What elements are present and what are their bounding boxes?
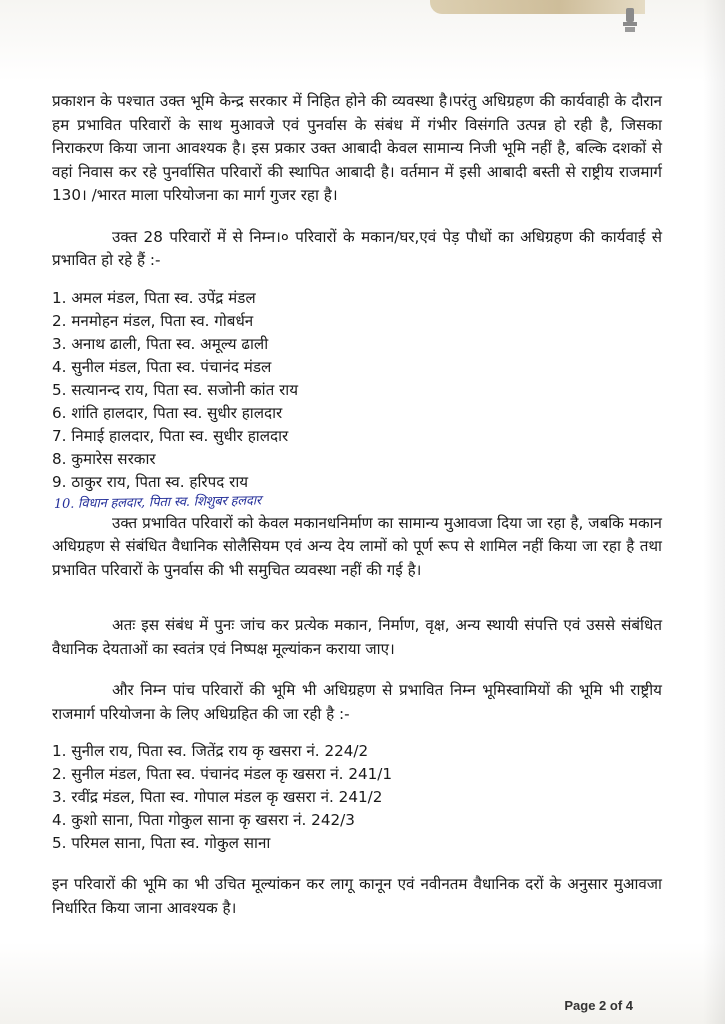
list-item: 5. सत्यानन्द राय, पिता स्व. सजोनी कांत राय xyxy=(52,380,299,399)
page-number: Page 2 of 4 xyxy=(564,998,633,1013)
paragraph-conclusion: इन परिवारों की भूमि का भी उचित मूल्यांकन कर लागू कानून एवं नवीनतम वैधानिक दरों के अनुसार मुआवजा निर्धारित किया जाना आवश्यक है। xyxy=(52,875,662,917)
list-item: 1. अमल मंडल, पिता स्व. उपेंद्र मंडल xyxy=(52,288,256,307)
list-item: 5. परिमल साना, पिता स्व. गोकुल साना xyxy=(52,834,271,852)
handwritten-list-entry: 10. विधान हलदार, पिता स्व. शिशुबर हलदार xyxy=(53,492,262,512)
list-item: 9. ठाकुर राय, पिता स्व. हरिपद राय xyxy=(52,472,249,491)
list-item: 2. मनमोहन मंडल, पिता स्व. गोबर्धन xyxy=(52,311,254,330)
paragraph-intro: प्रकाशन के पश्चात उक्त भूमि केन्द्र सरकार में निहित होने की व्यवस्था है।परंतु अधिग्रहण की कार्यवाही के दौरान हम प्रभावित परिवारों के साथ मुआवजे एवं पुनर्वास के संबंध में गंभीर विसंगति उत्पन्न हो रही है, जिसका निराकरण किया जाना आवश्यक है। इस प्रकार उक्त आबादी केवल सामान्य निजी भूमि नहीं है, बल्कि दशकों से वहां निवास कर रहे पुनर्वासित परिवारों की स्थापित आबादी है। वर्तमान में इसी आबादी बस्ती से राष्ट्रीय राजमार्ग 130। /भारत माला परियोजना का मार्ग गुजर रहा है। xyxy=(52,92,662,204)
page-edge-shadow xyxy=(703,0,725,1024)
list-item: 4. कुशो साना, पिता गोकुल साना कृ खसरा नं. 242/3 xyxy=(52,811,355,829)
list-item: 8. कुमारेस सरकार xyxy=(52,449,156,468)
document-body xyxy=(52,90,662,920)
list-item: 2. सुनील मंडल, पिता स्व. पंचानंद मंडल कृ खसरा नं. 241/1 xyxy=(52,765,393,783)
list-item: 3. रवींद्र मंडल, पिता स्व. गोपाल मंडल कृ खसरा नं. 241/2 xyxy=(52,788,383,806)
torn-top-strip xyxy=(430,0,645,14)
paragraph-request: अतः इस संबंध में पुनः जांच कर प्रत्येक मकान, निर्माण, वृक्ष, अन्य स्थायी संपत्ति एवं उससे संबंधित वैधानिक देयताओं का स्वतंत्र एवं निष्पक्ष मूल्यांकन कराया जाए। xyxy=(52,616,662,658)
landowners-list xyxy=(52,740,662,855)
emblem-icon xyxy=(620,6,640,34)
list-item: 4. सुनील मंडल, पिता स्व. पंचानंद मंडल xyxy=(52,357,272,376)
list-item: 6. शांति हालदार, पिता स्व. सुधीर हालदार xyxy=(52,403,283,422)
list-item: 3. अनाथ ढाली, पिता स्व. अमूल्य ढाली xyxy=(52,334,269,353)
paragraph-affected-families: उक्त 28 परिवारों में से निम्न।० परिवारों के मकान/घर,एवं पेड़ पौधों का अधिग्रहण की कार्यवाई से प्रभावित हो रहे हैं :- xyxy=(52,227,662,269)
paragraph-landowners: और निम्न पांच परिवारों की भूमि भी अधिग्रहण से प्रभावित निम्न भूमिस्वामियों की भूमि भी राष्ट्रीय राजमार्ग परियोजना के लिए अधिग्रहित की जा रही है :- xyxy=(52,681,662,723)
affected-families-list xyxy=(52,287,662,494)
paragraph-compensation: उक्त प्रभावित परिवारों को केवल मकानधनिर्माण का सामान्य मुआवजा दिया जा रहा है, जबकि मकान अधिग्रहण से संबंधित वैधानिक सोलैसियम एवं अन्य देय लामों को पूर्ण रूप से शामिल नहीं किया जा रहा है तथा प्रभावित परिवारों के पुनर्वास की भी समुचित व्यवस्था नहीं की गई है। xyxy=(52,513,662,579)
list-item: 1. सुनील राय, पिता स्व. जितेंद्र राय कृ खसरा नं. 224/2 xyxy=(52,742,369,760)
list-item: 7. निमाई हालदार, पिता स्व. सुधीर हालदार xyxy=(52,426,289,445)
